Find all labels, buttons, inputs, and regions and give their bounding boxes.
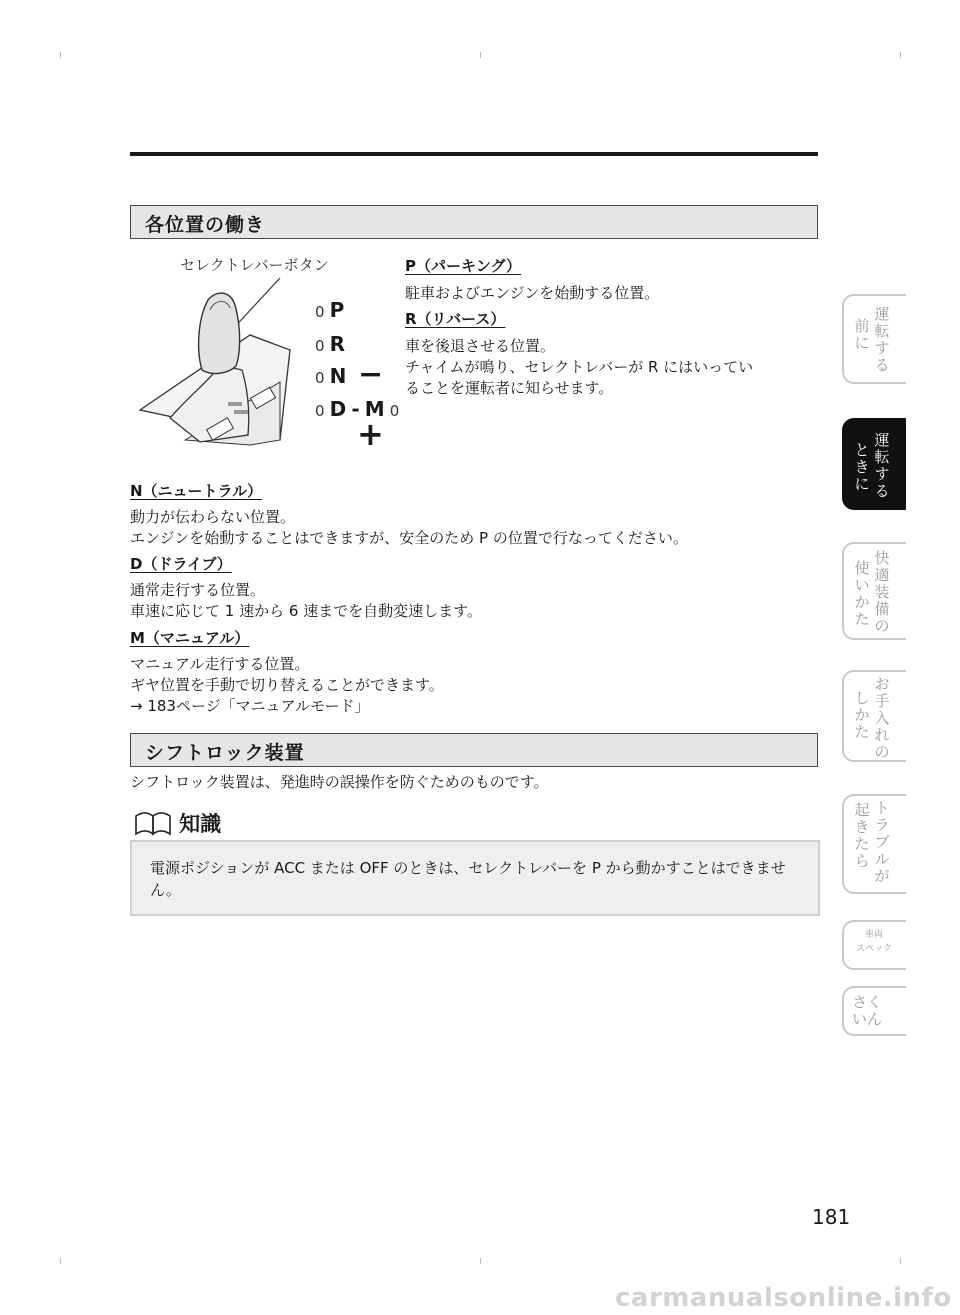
desc-heading: D（ドライブ） [130,555,232,573]
tab-before-driving[interactable] [842,294,906,384]
section-title: シフトロック装置 [145,742,305,764]
plus-symbol: + [357,415,384,453]
desc-heading: N（ニュートラル） [130,482,263,500]
position-label: P [329,298,345,322]
desc-line: マニュアル走行する位置。 [130,655,310,673]
knowledge-header [134,808,221,838]
position-r [315,332,345,356]
crop-mark [900,52,901,58]
knowledge-box [130,840,820,916]
position-desc-n [130,480,820,549]
tab-label: 運転する [874,431,890,500]
crop-mark [900,1258,901,1264]
position-label: M [364,397,385,421]
position-desc-m [130,627,820,717]
tab-label: 前に [854,317,870,352]
desc-line: ることを運転者に知らせます。 [405,379,614,397]
position-n [315,364,346,388]
tab-maintenance[interactable] [842,670,906,762]
tab-label: 起きたら [854,801,870,870]
tab-vehicle-specs[interactable] [842,920,906,970]
tab-label: さく [852,993,883,1011]
minus-symbol: − [358,357,384,392]
page-number: 181 [812,1205,851,1229]
desc-line: 駐車およびエンジンを始動する位置。 [405,284,660,302]
book-icon [134,810,174,836]
tab-label: 運転する [874,305,890,374]
desc-line: 車を後退させる位置。 [405,337,556,355]
tab-label: ときに [854,441,870,493]
position-label: D [329,397,347,421]
tab-label: お手入れの [874,675,890,761]
desc-heading: R（リバース） [405,310,506,328]
position-desc-d [130,553,820,622]
top-rule [130,152,818,156]
position-label: N [329,364,347,388]
tab-while-driving[interactable] [842,418,906,510]
tab-comfort-features[interactable] [842,542,906,640]
dash-symbol: - [351,397,360,421]
crop-mark [60,52,61,58]
tab-label: いん [852,1010,883,1028]
position-label: R [329,332,346,356]
manual-mode-link[interactable]: → 183ページ「マニュアルモード」 [130,697,370,715]
desc-line: 車速に応じて 1 速から 6 速までを自動変速します。 [130,602,482,620]
crop-mark [60,1258,61,1264]
desc-line: チャイムが鳴り、セレクトレバーが R にはいってい [405,358,754,376]
tab-label: スペック [855,944,892,954]
desc-line: 通常走行する位置。 [130,581,266,599]
tab-label: 使いかた [854,559,870,628]
knowledge-title: 知識 [179,812,222,836]
zero-mark: 0 [389,402,400,420]
section-header [130,205,818,239]
zero-mark: 0 [315,369,325,387]
position-desc-r [405,308,820,399]
tab-label: しかた [854,689,870,741]
section-header [130,733,818,767]
watermark: carmanualsonline.info [615,1283,952,1313]
desc-line: エンジンを始動することはできますが、安全のため P の位置で行なってください。 [130,529,688,547]
figure-callout: セレクトレバーボタン [180,256,329,274]
desc-line: ギヤ位置を手動で切り替えることができます。 [130,676,444,694]
tab-troubleshooting[interactable] [842,794,906,894]
desc-heading: P（パーキング） [405,257,521,275]
tab-label: 快適装備の [874,549,890,635]
crop-mark [480,52,481,58]
shiftlock-text: シフトロック装置は、発進時の誤操作を防ぐためのものです。 [130,773,549,791]
zero-mark: 0 [315,337,325,355]
tab-label: トラブルが [874,799,890,885]
tab-index[interactable] [842,986,906,1036]
knowledge-text: 電源ポジションが ACC または OFF のときは、セレクトレバーを P から動かすことはできません。 [150,859,786,899]
section-title: 各位置の働き [145,214,266,236]
zero-mark: 0 [315,303,325,321]
position-desc-p [405,255,820,304]
desc-line: 動力が伝わらない位置。 [130,508,296,526]
tab-label: 車両 [864,930,883,940]
position-p [315,298,344,322]
crop-mark [480,1258,481,1264]
zero-mark: 0 [315,402,325,420]
desc-heading: M（マニュアル） [130,629,250,647]
